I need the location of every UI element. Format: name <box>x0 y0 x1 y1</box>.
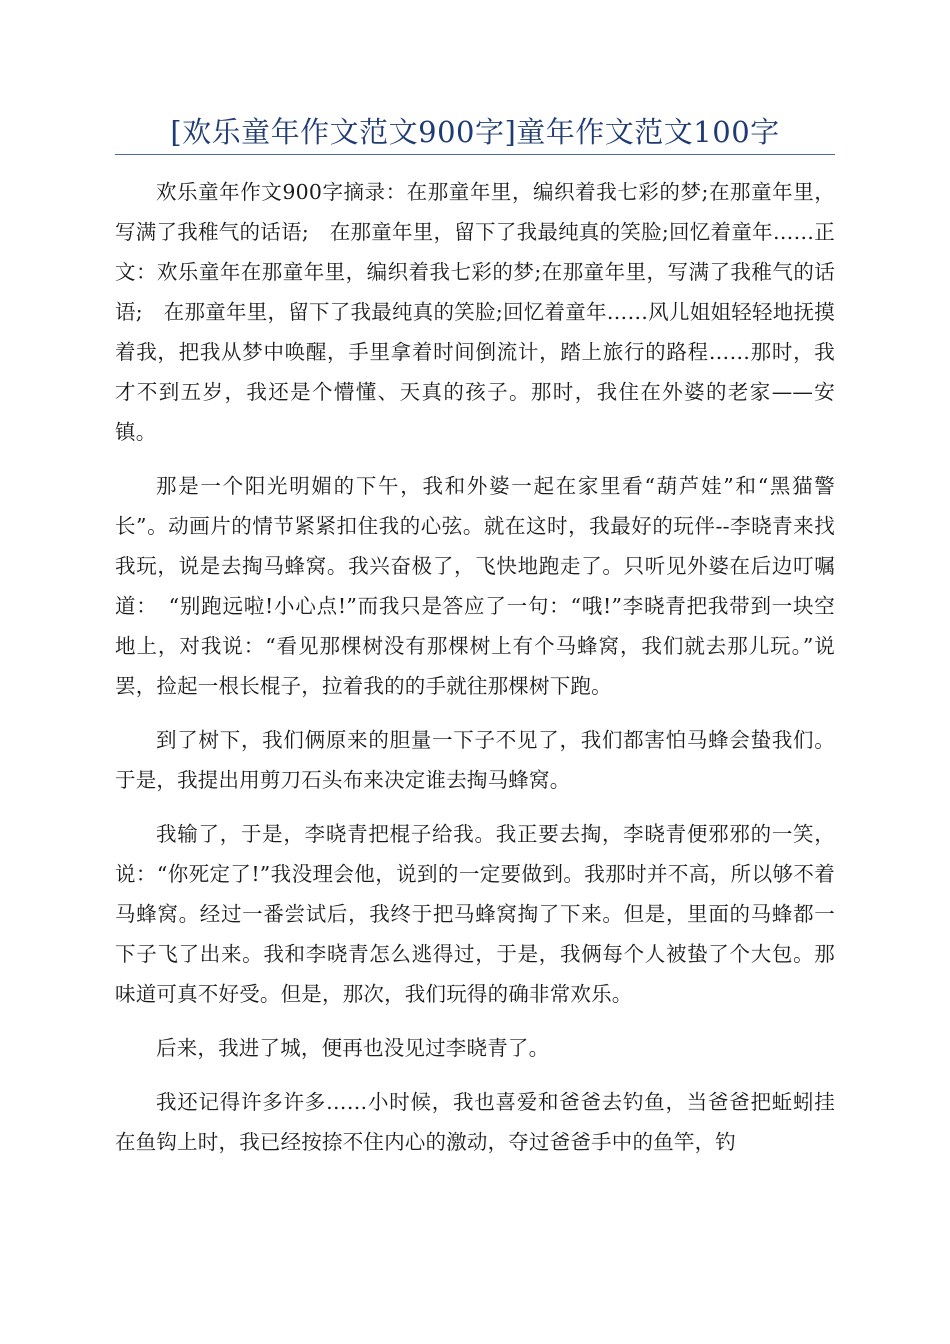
document-body <box>115 172 835 1176</box>
paragraph-2: 那是一个阳光明媚的下午，我和外婆一起在家里看“葫芦娃”和“黑猫警长”。动画片的情节紧紧扣住我的心弦。就在这时，我最好的玩伴--李晓青来找我玩，说是去掏马蜂窝。我兴奋极了，飞快地跑走了。只听见外婆在后边叮嘱道： “别跑远啦!小心点!”而我只是答应了一句：“哦!”李晓青把我带到一块空地上，对我说：“看见那棵树没有那棵树上有个马蜂窝，我们就去那儿玩。”说罢，捡起一根长棍子，拉着我的的手就往那棵树下跑。 <box>115 474 835 698</box>
paragraph-4: 我输了，于是，李晓青把棍子给我。我正要去掏，李晓青便邪邪的一笑，说：“你死定了!”我没理会他，说到的一定要做到。我那时并不高，所以够不着马蜂窝。经过一番尝试后，我终于把马蜂窝掏了下来。但是，里面的马蜂都一下子飞了出来。我和李晓青怎么逃得过，于是，我俩每个人被蛰了个大包。那味道可真不好受。但是，那次，我们玩得的确非常欢乐。 <box>115 822 835 1006</box>
paragraph-1: 欢乐童年作文900字摘录：在那童年里，编织着我七彩的梦;在那童年里，写满了我稚气的话语; 在那童年里，留下了我最纯真的笑脸;回忆着童年……正文：欢乐童年在那童年里，编织着我七彩的梦;在那童年里，写满了我稚气的话语; 在那童年里，留下了我最纯真的笑脸;回忆着童年……风儿姐姐轻轻地抚摸着我，把我从梦中唤醒，手里拿着时间倒流计，踏上旅行的路程……那时，我才不到五岁，我还是个懵懂、天真的孩子。那时，我住在外婆的老家——安镇。 <box>115 180 835 444</box>
title-underline <box>115 154 835 155</box>
paragraph-3: 到了树下，我们俩原来的胆量一下子不见了，我们都害怕马蜂会蛰我们。于是，我提出用剪刀石头布来决定谁去掏马蜂窝。 <box>115 728 835 792</box>
paragraph-5: 后来，我进了城，便再也没见过李晓青了。 <box>156 1036 550 1060</box>
document-title: [欢乐童年作文范文900字]童年作文范文100字 <box>170 115 780 149</box>
paragraph-6: 我还记得许多许多……小时候，我也喜爱和爸爸去钓鱼，当爸爸把蚯蚓挂在鱼钩上时，我已经按捺不住内心的激动，夺过爸爸手中的鱼竿，钓 <box>115 1090 835 1154</box>
